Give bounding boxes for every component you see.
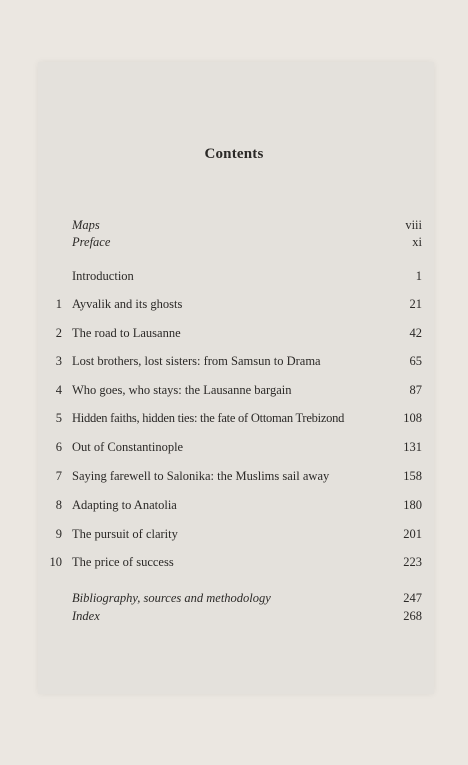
- entry-title: The road to Lausanne: [72, 326, 181, 340]
- toc-entry-introduction[interactable]: [0, 266, 468, 286]
- entry-page: 42: [409, 326, 422, 340]
- entry-title: Saying farewell to Salonika: the Muslims sail away: [72, 469, 330, 483]
- entry-title: The pursuit of clarity: [72, 527, 178, 541]
- entry-title: Ayvalik and its ghosts: [72, 297, 183, 311]
- entry-title: Who goes, who stays: the Lausanne bargain: [72, 383, 292, 397]
- chapter-number: 7: [55, 469, 62, 483]
- entry-title: Lost brothers, lost sisters: from Samsun to Drama: [72, 354, 321, 368]
- entry-title: Introduction: [72, 269, 134, 283]
- entry-page: 247: [403, 591, 422, 605]
- toc-entry-chapter-9[interactable]: [0, 524, 468, 544]
- chapter-number: 3: [55, 354, 62, 368]
- entry-page: 1: [415, 269, 422, 283]
- toc-entry-chapter-3[interactable]: [0, 351, 468, 371]
- toc-entry-bibliography[interactable]: [0, 588, 468, 608]
- entry-page: 131: [403, 440, 422, 454]
- toc-entry-chapter-5[interactable]: [0, 408, 468, 428]
- entry-title: Bibliography, sources and methodology: [72, 591, 271, 605]
- chapter-number: 9: [55, 527, 62, 541]
- chapter-number: 8: [55, 498, 62, 512]
- toc-entry-chapter-2[interactable]: [0, 323, 468, 343]
- chapter-number: 5: [55, 411, 62, 425]
- toc-entry-chapter-8[interactable]: [0, 495, 468, 515]
- toc-entry-preface[interactable]: [0, 232, 468, 252]
- entry-title: Maps: [72, 218, 100, 232]
- entry-title: Adapting to Anatolia: [72, 498, 177, 512]
- chapter-number: 1: [55, 297, 62, 311]
- entry-page: 268: [403, 609, 422, 623]
- toc-entry-chapter-6[interactable]: [0, 437, 468, 457]
- contents-heading: Contents: [204, 146, 264, 162]
- entry-page: xi: [412, 235, 422, 249]
- toc-entry-chapter-10[interactable]: [0, 552, 468, 572]
- chapter-number: 10: [49, 555, 62, 569]
- entry-page: 180: [403, 498, 422, 512]
- entry-page: 108: [403, 411, 422, 425]
- chapter-number: 2: [55, 326, 62, 340]
- entry-page: 65: [409, 354, 422, 368]
- entry-page: 158: [403, 469, 422, 483]
- entry-page: viii: [405, 218, 422, 232]
- entry-page: 87: [409, 383, 422, 397]
- entry-title: Index: [72, 609, 100, 623]
- toc-entry-chapter-7[interactable]: [0, 466, 468, 486]
- chapter-number: 6: [55, 440, 62, 454]
- entry-title: Hidden faiths, hidden ties: the fate of Ottoman Trebizond: [72, 411, 345, 425]
- toc-entry-chapter-4[interactable]: [0, 380, 468, 400]
- chapter-number: 4: [55, 383, 62, 397]
- entry-page: 201: [403, 527, 422, 541]
- entry-page: 21: [409, 297, 422, 311]
- toc-entry-index[interactable]: [0, 606, 468, 626]
- entry-title: Preface: [72, 235, 111, 249]
- entry-title: Out of Constantinople: [72, 440, 184, 454]
- entry-title: The price of success: [72, 555, 174, 569]
- toc-entry-chapter-1[interactable]: [0, 294, 468, 314]
- entry-page: 223: [403, 555, 422, 569]
